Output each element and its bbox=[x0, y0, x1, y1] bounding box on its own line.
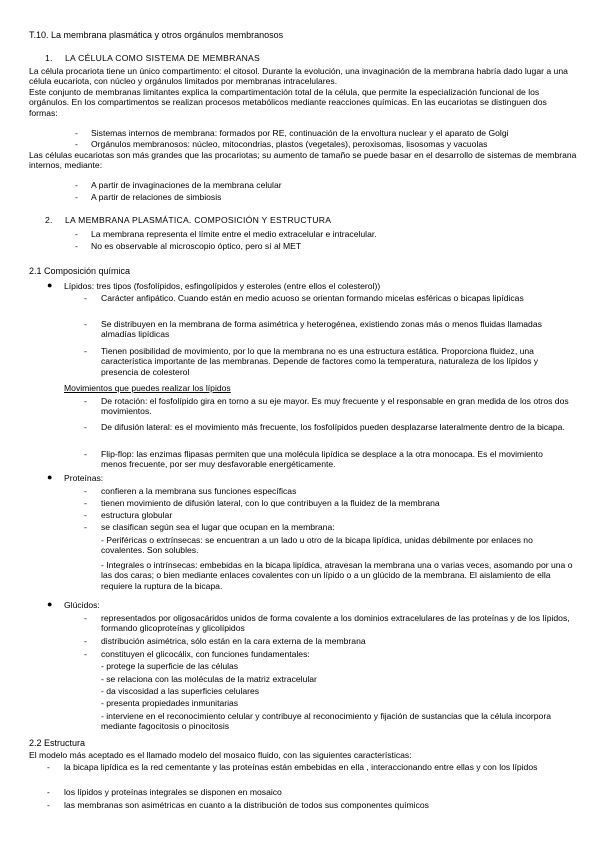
dash-marker: - bbox=[84, 486, 87, 496]
dash-marker: - bbox=[84, 396, 87, 406]
list-item: la bicapa lipídica es la red cementante y las proteínas están embebidas en ella , interaccionando entre ellas y con los lípidos bbox=[64, 762, 538, 772]
list-item: A partir de invaginaciones de la membrana celular bbox=[91, 180, 282, 190]
list-item: No es observable al microscopio óptico, pero sí al MET bbox=[91, 241, 302, 251]
dash-marker: - bbox=[84, 613, 87, 623]
dash-marker: - bbox=[84, 293, 87, 303]
list-item: los lípidos y proteínas integrales se disponen en mosaico bbox=[64, 787, 282, 797]
dash-marker: - bbox=[84, 510, 87, 520]
dash-marker: - bbox=[84, 449, 87, 459]
list-item: Se distribuyen en la membrana de forma asimétrica y heterogénea, existiendo zonas más o menos fluidas llamadas almadías lipídicas bbox=[101, 319, 542, 340]
glucidos-label: Glúcidos: bbox=[64, 600, 100, 610]
bullet-marker: ● bbox=[47, 280, 53, 290]
subsection-2-2-intro: El modelo más aceptado es el llamado modelo del mosaico fluido, con las siguientes características: bbox=[29, 750, 412, 760]
section-1-number: 1. bbox=[45, 53, 53, 63]
list-item: confieren a la membrana sus funciones específicas bbox=[101, 486, 297, 496]
dash-marker: - bbox=[47, 800, 50, 810]
section-2-number: 2. bbox=[45, 215, 53, 225]
dash-marker: - bbox=[75, 180, 78, 190]
list-item: Tienen posibilidad de movimiento, por lo que la membrana no es una estructura estática. Proporciona fluidez, una característica importante de las membranas. Depende de factores como la temperatura, naturaleza de los lípidos y presencia de colesterol bbox=[101, 346, 539, 377]
list-item: tienen movimiento de difusión lateral, con lo que contribuyen a la fluidez de la membrana bbox=[101, 498, 440, 508]
section-1-paragraph-3: Las células eucariotas son más grandes que las procariotas; su aumento de tamaño se puede basar en el desarrollo de sistemas de membrana internos, mediante: bbox=[29, 150, 577, 171]
subsection-2-2-heading: 2.2 Estructura bbox=[29, 738, 86, 748]
list-item: se clasifican según sea el lugar que ocupan en la membrana: bbox=[101, 522, 335, 532]
section-2-heading bbox=[45, 215, 331, 225]
list-item: Carácter anfipático. Cuando están en medio acuoso se orientan formando micelas esféricas o bicapas lipídicas bbox=[101, 293, 524, 303]
list-item: A partir de relaciones de simbiosis bbox=[91, 192, 222, 202]
section-1-paragraph-2: Este conjunto de membranas limitantes explica la compartimentación total de la célula, que permite la especialización funcional de los orgánulos. En los compartimentos se realizan procesos metabólicos mediante reacciones químicas. En las eucariotas se distinguen dos formas: bbox=[29, 87, 547, 118]
bullet-marker: ● bbox=[47, 472, 53, 482]
list-item: De rotación: el fosfolípido gira en torno a su eje mayor. Es muy frecuente y el responsable en gran medida de los otros dos movimientos. bbox=[101, 396, 569, 417]
list-item: Flip-flop: las enzimas flipasas permiten que una molécula lipídica se desplace a la otra monocapa. Es el movimiento menos frecuente, por ser muy desfavorable energéticamente. bbox=[101, 449, 543, 470]
dash-marker: - bbox=[75, 241, 78, 251]
proteinas-label: Proteínas: bbox=[64, 473, 104, 483]
subsection-2-1-heading: 2.1 Composición química bbox=[29, 266, 131, 276]
dash-marker: - bbox=[47, 762, 50, 772]
dash-marker: - bbox=[84, 346, 87, 356]
perifericas-text: - Periféricas o extrínsecas: se encuentran a un lado u otro de la bicapa lipídica, unidas débilmente por enlaces no covalentes. Son solubles. bbox=[101, 535, 533, 556]
dash-marker: - bbox=[75, 192, 78, 202]
glicocalix-function: - se relaciona con las moléculas de la matriz extracelular bbox=[101, 674, 317, 684]
list-item: De difusión lateral: es el movimiento más frecuente, los fosfolípidos pueden desplazarse lateralmente dentro de la bicapa. bbox=[101, 422, 565, 432]
list-item: las membranas son asimétricas en cuanto a la distribución de todos sus componentes químicos bbox=[64, 800, 429, 810]
list-item: constituyen el glicocálix, con funciones fundamentales: bbox=[101, 649, 310, 659]
list-item: representados por oligosacáridos unidos de forma covalente a los dominios extracelulares de las proteínas y de los lípidos, formando glicoproteínas y glicolípidos bbox=[101, 613, 570, 634]
bullet-marker: ● bbox=[47, 599, 53, 609]
list-item: La membrana representa el límite entre el medio extracelular e intracelular. bbox=[91, 229, 377, 239]
section-1-paragraph-1: La célula procariota tiene un único compartimento: el citosol. Durante la evolución, una invaginación de la membrana habría dado lugar a una célula eucariota, con núcleo y orgánulos limitados por membranas intracelulares. bbox=[29, 66, 568, 87]
glicocalix-function: - presenta propiedades inmunitarias bbox=[101, 698, 239, 708]
integrales-text: - Integrales o intrínsecas: embebidas en la bicapa lipídica, atravesan la membrana una o varias veces, asomando por una o las dos caras; o bien mediante enlaces covalentes con un lípido o a un glúcido de la membrana. El aislamiento de ella requiere la ruptura de la bicapa. bbox=[101, 560, 573, 591]
dash-marker: - bbox=[47, 787, 50, 797]
list-item: Sistemas internos de membrana: formados por RE, continuación de la envoltura nuclear y el aparato de Golgi bbox=[91, 128, 509, 138]
dash-marker: - bbox=[84, 422, 87, 432]
section-1-title: LA CÉLULA COMO SISTEMA DE MEMBRANAS bbox=[65, 53, 260, 63]
lipidos-label: Lípidos: tres tipos (fosfolípidos, esfingolípidos y esteroles (entre ellos el colesterol)) bbox=[64, 281, 381, 291]
glicocalix-function: - interviene en el reconocimiento celular y contribuye al reconocimiento y fijación de sustancias que la célula incorpora mediante fagocitosis o pinocitosis bbox=[101, 711, 551, 732]
dash-marker: - bbox=[84, 636, 87, 646]
dash-marker: - bbox=[84, 522, 87, 532]
list-item: distribución asimétrica, sólo están en la cara externa de la membrana bbox=[101, 636, 366, 646]
dash-marker: - bbox=[84, 649, 87, 659]
dash-marker: - bbox=[84, 498, 87, 508]
dash-marker: - bbox=[84, 319, 87, 329]
dash-marker: - bbox=[75, 128, 78, 138]
section-1-heading bbox=[45, 53, 260, 63]
glicocalix-function: - protege la superficie de las células bbox=[101, 661, 239, 671]
section-2-title: LA MEMBRANA PLASMÁTICA. COMPOSICIÓN Y ESTRUCTURA bbox=[65, 215, 332, 225]
movements-heading: Movimientos que puedes realizar los lípidos bbox=[64, 383, 231, 393]
list-item: estructura globular bbox=[101, 510, 173, 520]
list-item: Orgánulos membranosos: núcleo, mitocondrias, plastos (vegetales), peroxisomas, lisosomas y vacuolas bbox=[91, 139, 488, 149]
glicocalix-function: - da viscosidad a las superficies celulares bbox=[101, 686, 260, 696]
document-title: T.10. La membrana plasmática y otros orgánulos membranosos bbox=[29, 30, 284, 40]
dash-marker: - bbox=[75, 139, 78, 149]
dash-marker: - bbox=[75, 229, 78, 239]
